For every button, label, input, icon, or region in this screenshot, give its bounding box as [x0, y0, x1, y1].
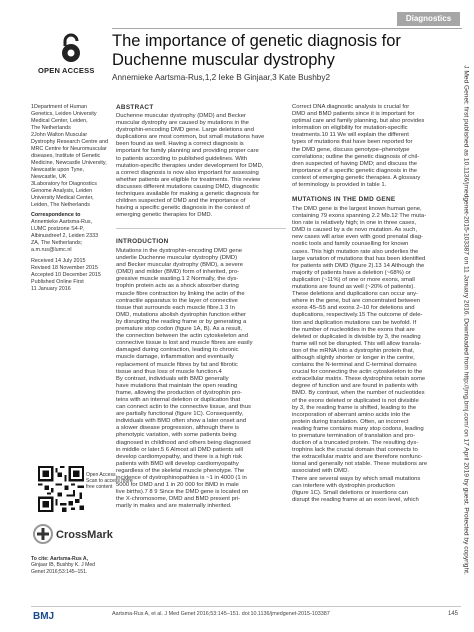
body-line: nostic tools and family counselling for known	[292, 241, 409, 248]
date-line: Published Online First	[31, 279, 84, 285]
crossmark-label[interactable]: CrossMark	[56, 529, 113, 541]
introduction-line: can connect actin to the connective tissue, and thus	[116, 404, 251, 411]
abstract-body	[116, 113, 286, 219]
introduction-line: trophin protein acts as a shock absorber during	[116, 283, 239, 290]
abstract-line: to patients according to published guidelines. With	[116, 155, 247, 162]
body-line: majority of patients have a deletion (~68%) or	[292, 269, 411, 276]
introduction-line: are partially functional (figure 1C). Consequently,	[116, 411, 244, 418]
body-line: of the exons deleted or duplicated is not divisible	[292, 397, 419, 404]
body-line: for patients with DMD (figure 2).13 14 Although the	[292, 262, 425, 269]
body-line: tional and generally not stable. These mutations are	[292, 461, 428, 468]
abstract-line: Duchenne muscular dystrophy (DMD) and Becker	[116, 113, 246, 119]
body-line: containing 79 exons spanning 2.2 Mb.12 The muta-	[292, 213, 427, 220]
crossmark-icon[interactable]	[33, 524, 53, 544]
body-line: new cases will arise even with good prenatal diag-	[292, 234, 423, 241]
abstract-line: a correct diagnosis is now also important for assessing	[116, 169, 259, 176]
body-line: disrupt the reading frame at an exon level, which	[292, 496, 419, 503]
introduction-line: contractile apparatus to the layer of connective	[116, 297, 238, 304]
affiliation-line: Newcastle upon Tyne,	[31, 167, 84, 173]
abstract-line: important for family planning and providing proper care	[116, 148, 259, 155]
abstract-line: dystrophin-encoding DMD gene. Large deletions and	[116, 127, 254, 134]
cite-line: Genet 2016;53:145–151.	[31, 568, 88, 575]
date-line: Revised 18 November 2015	[31, 265, 98, 271]
introduction-line: the connection between the actin cytoskeleton and	[116, 333, 248, 340]
body-line: extracellular matrix. These dystrophins retain some	[292, 376, 426, 383]
affiliation-line: University Medical Center,	[31, 195, 94, 201]
introduction-line: gressive muscle wasting.1 2 Normally, the dys-	[116, 276, 239, 283]
page-number: 145	[448, 611, 459, 617]
body-line: duplications, respectively.15 The outcome of dele-	[292, 312, 423, 319]
body-line: treatments.10 11 We will explain the different	[292, 132, 409, 139]
body-line: protein during translation. Often, an incorrect	[292, 418, 409, 425]
date-line: 11 January 2016	[31, 286, 71, 292]
correspondence	[31, 212, 111, 254]
body-line: tion and duplication mutations can be twofold. If	[292, 319, 417, 326]
body-line: There are several ways by which small mutations	[292, 475, 421, 482]
introduction-line: phenotypic variation, with some patients being	[116, 432, 237, 439]
introduction-line: teins with an internal deletion or duplication that	[116, 396, 241, 403]
citation-box	[31, 556, 111, 575]
correspondence-line: Albinusdreef 2, Leiden 2333	[31, 233, 99, 239]
body-line: correlations; outline the genetic diagnosis of chil-	[292, 153, 420, 160]
mutations-heading: MUTATIONS IN THE DMD GENE	[292, 196, 396, 203]
body-line: (figure 1C). Small deletions or insertions can	[292, 489, 408, 496]
abstract-line: been found as well. Having a correct diagnosis is	[116, 141, 244, 148]
abstract-line: duplications are most common, but small mutations have	[116, 134, 265, 141]
abstract-line: whether patients are eligible for treatments. This review	[116, 176, 261, 183]
correspondence-line: Annemieke Aartsma-Rus,	[31, 219, 93, 225]
abstract-heading: ABSTRACT	[116, 104, 154, 111]
article-title: The importance of genetic diagnosis for Duchenne muscular dystrophy	[112, 32, 401, 69]
body-line: degree of function and are found in patients with	[292, 383, 418, 390]
body-line: associated with DMD.	[292, 468, 349, 475]
body-line: tion of the mRNA into a dystrophin protein that,	[292, 347, 415, 354]
date-line: Accepted 10 December 2015	[31, 272, 101, 278]
body-line: although slightly shorter or longer in the centre,	[292, 354, 415, 361]
body-line: the extracellular matrix and are therefore nonfunc-	[292, 454, 423, 461]
qr-caption-line: Scan to access more	[86, 478, 133, 484]
introduction-line: regardless of the skeletal muscle phenotype. The	[116, 467, 245, 474]
introduction-line: (DMD) and milder (BMD) form of inherited, pro-	[116, 269, 240, 276]
abstract-line: having a specific genetic diagnosis in the context of	[116, 205, 250, 212]
body-line: mutations are found as well (~20% of patients).	[292, 284, 415, 291]
article-dates	[31, 258, 111, 293]
correspondence-line: ZA, The Netherlands;	[31, 240, 83, 246]
affiliation-line: Newcastle, UK	[31, 174, 67, 180]
date-line: Received 14 July 2015	[31, 258, 86, 264]
body-line: duplication (~11%) of one or more exons, small	[292, 276, 415, 283]
body-line: frame will not be disrupted. This will allow transla-	[292, 340, 422, 347]
affiliation-line: diseases, Institute of Genetic	[31, 153, 101, 159]
affiliation-line: Medicine, Newcastle University,	[31, 160, 107, 166]
introduction-line: replacement of muscle fibres by fat and fibrotic	[116, 361, 238, 368]
body-line: of terminology is provided in table 1.	[292, 182, 387, 189]
body-line: tion rate is relatively high; in one in three cases,	[292, 220, 417, 227]
introduction-line: incidence of dystrophinopathies is ~1 in 4000 (1 in	[116, 475, 247, 481]
body-line: the number of nucleotides in the exons that are	[292, 326, 415, 333]
body-line: the DMD gene, discuss genotype–phenotype	[292, 146, 410, 153]
body-line: information on eligibility for mutation-specific	[292, 125, 408, 132]
introduction-line: damaged during contraction, leading to chronic	[116, 347, 239, 354]
mutations-body	[292, 206, 460, 504]
body-line: to premature termination of translation and pro-	[292, 433, 416, 439]
open-access-label: OPEN ACCESS	[38, 66, 95, 75]
affiliation-line: Medical Center, Leiden,	[31, 118, 88, 124]
introduction-line: by disrupting the reading frame or by generating a	[116, 318, 247, 325]
introduction-line: tissue and thus loss of muscle function.4	[116, 368, 222, 375]
affiliation-line: 3Laboratory for Diagnostics	[31, 181, 97, 187]
body-line: incorporation of aberrant amino acids into the	[292, 411, 411, 418]
body-line: exons 45–55 and exons 2–10 for deletions and	[292, 305, 415, 312]
affiliation-line: Genome Analysis, Leiden	[31, 188, 93, 194]
affiliation-line: Genetics, Leiden University	[31, 111, 97, 117]
affiliation-line: 1Department of Human	[31, 104, 88, 110]
introduction-line: the X-chromosome, DMD and BMD present pri-	[116, 496, 241, 503]
body-line: The DMD gene is the largest known human gene,	[292, 206, 422, 212]
body-line: crucial for connecting the actin cytoskeleton to the	[292, 369, 423, 376]
body-line: contains the N-terminal and C-terminal domains	[292, 362, 417, 369]
header-rule	[112, 28, 462, 29]
correspondence-line: a.m.rus@lumc.nl	[31, 247, 72, 253]
abstract-line: emerging genetic therapies for DMD.	[116, 212, 213, 219]
introduction-line: patients with BMD will develop cardiomyopathy	[116, 460, 239, 467]
article-authors: Annemieke Aartsma-Rus,1,2 Ieke B Ginjaar,3 Kate Bushby2	[112, 73, 330, 82]
introduction-line: a slower disease progression, although there is	[116, 425, 240, 432]
affiliation-line: Dystrophy Research Centre and	[31, 139, 109, 145]
abstract-line: techniques available for making a genetic diagnosis for	[116, 191, 260, 198]
introduction-line: Mutations in the dystrophin-encoding DMD gene	[116, 248, 243, 254]
affiliation-line: MRC Centre for Neuromuscular	[31, 146, 107, 152]
introduction-line: marily in males and are maternally inherited.	[116, 503, 232, 510]
introduction-line: frame, allowing the production of dystrophin pro-	[116, 389, 243, 396]
body-line: cases. This high mutation rate also underlies the	[292, 248, 419, 255]
body-line: context of emerging genetic therapies. A glossary	[292, 174, 421, 181]
body-line: deleted or duplicated is divisible by 3, the reading	[292, 333, 421, 340]
footer-rule	[31, 606, 461, 607]
introduction-line: DMD, mutations abolish dystrophin function either	[116, 311, 246, 318]
affiliation-line: Leiden, The Netherlands	[31, 202, 90, 208]
abstract-line: discusses different mutations causing DMD, diagnostic	[116, 183, 259, 190]
qr-caption-line: Open Access	[86, 472, 116, 478]
introduction-line: premature stop codon (figure 1A, B). As a result,	[116, 326, 243, 333]
qr-caption-line: free content	[86, 484, 113, 490]
affiliations	[31, 104, 111, 209]
abstract-rule	[116, 228, 286, 229]
introduction-line: develop cardiomyopathy, and there is a high risk	[116, 453, 242, 460]
bmj-logo: BMJ	[33, 611, 55, 622]
body-line: optimal care and family planning, but also provides	[292, 118, 425, 125]
body-line: These deletions and duplications can occur any-	[292, 291, 419, 298]
introduction-line: connective tissue is lost and muscle fibres are easily	[116, 340, 253, 347]
introduction-line: have mutations that maintain the open reading	[116, 382, 238, 389]
cite-heading: To cite: Aartsma-Rus A,	[31, 556, 88, 562]
introduction-line: individuals with BMD often show a later onset and	[116, 418, 246, 425]
abstract-line: mutation-specific therapies under development for DMD,	[116, 162, 264, 169]
correspondence-heading: Correspondence to	[31, 212, 81, 218]
body-line: can interfere with dystrophin production	[292, 482, 395, 489]
body-line: reading frame contains many stop codons, leading	[292, 425, 424, 432]
body-line: large variation of mutations that has been identified	[292, 255, 426, 262]
qr-code-icon[interactable]	[38, 466, 84, 512]
abstract-line: muscular dystrophy are caused by mutations in the	[116, 120, 249, 127]
introduction-line: diagnosed in childhood and others being diagnosed	[116, 439, 251, 446]
introduction-line: and Becker muscular dystrophy (BMD), a severe	[116, 262, 244, 269]
introduction-line: muscle damage, inflammation and eventually	[116, 354, 234, 361]
introduction-heading: INTRODUCTION	[116, 238, 169, 245]
introduction-line: muscle fibre contraction by linking the actin of the	[116, 290, 245, 297]
body-line: by 3, the reading frame is shifted, leading to the	[292, 404, 417, 411]
introduction-line: in middle or later.5 6 Almost all DMD patients will	[116, 446, 244, 453]
section-badge: Diagnostics	[397, 12, 460, 26]
right-column-body	[292, 104, 460, 189]
affiliation-line: 2John Walton Muscular	[31, 132, 88, 138]
download-note: J Med Genet: first published as 10.1136/jmedgenet-2015-103387 on 11 January 2016. Downloaded from http://jmg.bmj.com/ on 17 April 2019 by guest. Protected by copyright.	[462, 65, 470, 575]
body-line: duction of a truncated protein. The resulting dys-	[292, 440, 419, 447]
introduction-line: tissue that surrounds each muscle fibre.1 3 In	[116, 304, 235, 311]
body-line: types of mutations that have been reported for	[292, 139, 413, 146]
body-line: importance of a specific genetic diagnosis in the	[292, 167, 418, 174]
body-line: where in the gene, but are concentrated between	[292, 298, 421, 305]
introduction-line: underlie Duchenne muscular dystrophy (DMD)	[116, 255, 238, 262]
body-line: Correct DNA diagnostic analysis is crucial for	[292, 104, 410, 110]
body-line: trophins lack the crucial domain that connects to	[292, 447, 418, 454]
body-line: dren suspected of having DMD; and discuss the	[292, 160, 418, 167]
body-line: DMD and BMD patients since it is important for	[292, 111, 415, 118]
introduction-line: By contrast, individuals with BMD generally	[116, 375, 229, 382]
introduction-line: live births).7 8 9 Since the DMD gene is located on	[116, 489, 249, 496]
affiliation-line: The Netherlands	[31, 125, 71, 131]
cite-line: Ginjaar IB, Bushby K. J Med	[31, 562, 95, 569]
body-line: DMD is caused by a de novo mutation. As such,	[292, 227, 418, 234]
body-line: BMD. By contrast, when the number of nucleotides	[292, 390, 425, 397]
introduction-line: 5000 for DMD and 1 in 20 000 for BMD in male	[116, 482, 239, 489]
footer-citation: Aartsma-Rus A, et al. J Med Genet 2016;53:145–151. doi:10.1136/jmedgenet-2015-103387	[112, 611, 330, 617]
introduction-body	[116, 248, 286, 510]
correspondence-line: LUMC postzone S4-P,	[31, 226, 84, 232]
open-access-lock-icon	[60, 32, 82, 64]
abstract-line: children suspected of DMD and the importance of	[116, 198, 246, 205]
